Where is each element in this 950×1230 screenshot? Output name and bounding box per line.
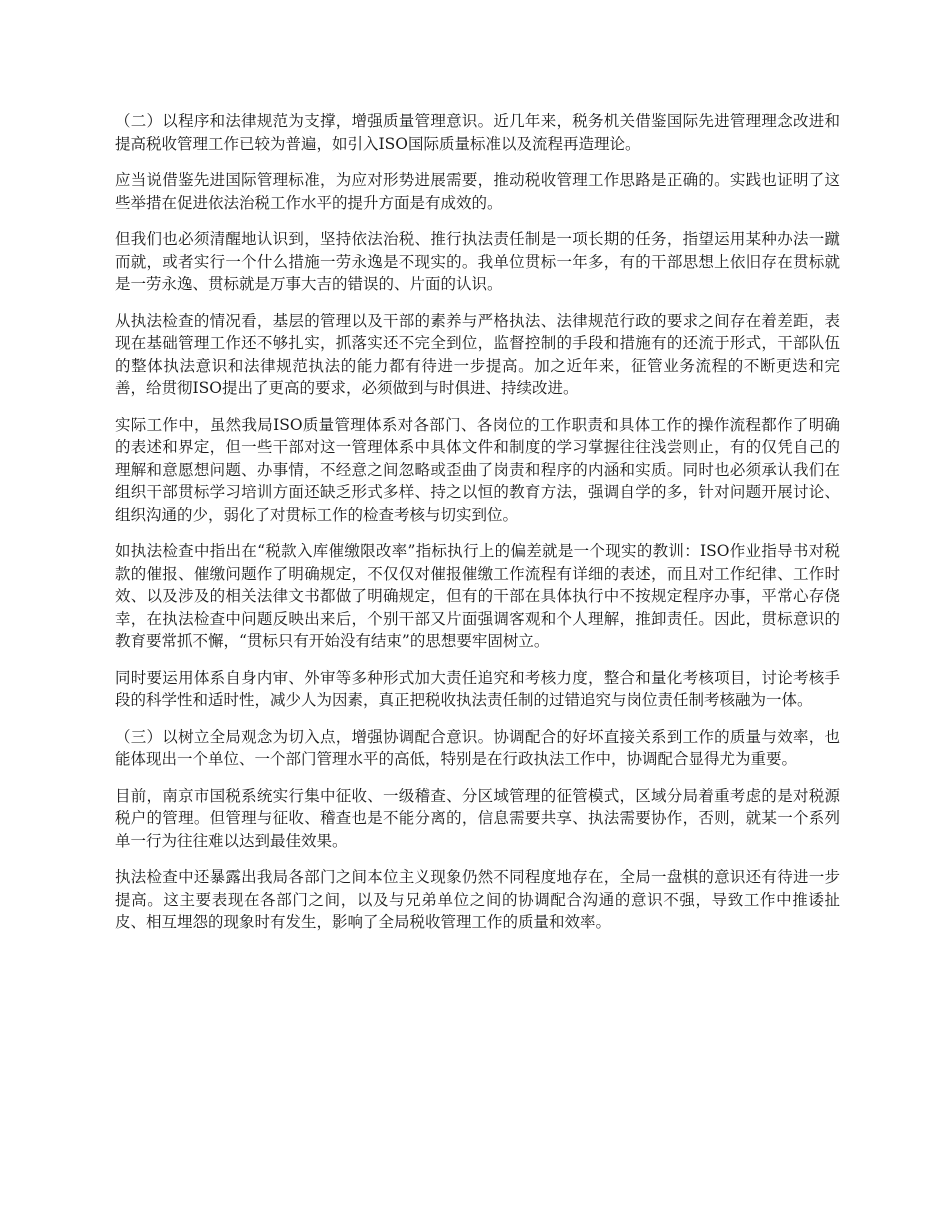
paragraph-1: （二）以程序和法律规范为支撑，增强质量管理意识。近几年来，税务机关借鉴国际先进管理理念改进和提高税收管理工作已较为普遍，如引入ISO国际质量标准以及流程再造理论。 — [115, 112, 840, 153]
paragraph-4: 从执法检查的情况看，基层的管理以及干部的素养与严格执法、法律规范行政的要求之间存在着差距，表现在基础管理工作还不够扎实，抓落实还不完全到位，监督控制的手段和措施有的还流于形式，干部队伍的整体执法意识和法律规范执法的能力都有待进一步提高。加之近年来，征管业务流程的不断更迭和完善，给贯彻ISO提出了更高的要求，必须做到与时俱进、持续改进。 — [115, 311, 840, 397]
paragraph-8: （三）以树立全局观念为切入点，增强协调配合意识。协调配合的好坏直接关系到工作的质量与效率，也能体现出一个单位、一个部门管理水平的高低，特别是在行政执法工作中，协调配合显得尤为重要。 — [115, 727, 840, 768]
paragraph-3: 但我们也必须清醒地认识到，坚持依法治税、推行执法责任制是一项长期的任务，指望运用某种办法一蹴而就，或者实行一个什么措施一劳永逸是不现实的。我单位贯标一年多，有的干部思想上依旧存在贯标就是一劳永逸、贯标就是万事大吉的错误的、片面的认识。 — [115, 230, 840, 293]
paragraph-2: 应当说借鉴先进国际管理标准，为应对形势进展需要，推动税收管理工作思路是正确的。实践也证明了这些举措在促进依法治税工作水平的提升方面是有成效的。 — [115, 171, 840, 212]
document-body — [115, 110, 840, 948]
paragraph-6: 如执法检查中指出在“税款入库催缴限改率”指标执行上的偏差就是一个现实的教训：ISO作业指导书对税款的催报、催缴问题作了明确规定，不仅仅对催报催缴工作流程有详细的表述，而且对工作纪律、工作时效、以及涉及的相关法律文书都做了明确规定，但有的干部在具体执行中不按规定程序办事，平常心存侥幸，在执法检查中问题反映出来后，个别干部又片面强调客观和个人理解，推卸责任。因此，贯标意识的教育要常抓不懈，“贯标只有开始没有结束”的思想要牢固树立。 — [115, 542, 840, 650]
paragraph-9: 目前，南京市国税系统实行集中征收、一级稽查、分区域管理的征管模式，区域分局着重考虑的是对税源税户的管理。但管理与征收、稽查也是不能分离的，信息需要共享、执法需要协作，否则，就某一个系列单一行为往往难以达到最佳效果。 — [115, 786, 840, 850]
paragraph-5: 实际工作中，虽然我局ISO质量管理体系对各部门、各岗位的工作职责和具体工作的操作流程都作了明确的表述和界定，但一些干部对这一管理体系中具体文件和制度的学习掌握往往浅尝则止，有的仅凭自己的理解和意愿想问题、办事情，不经意之间忽略或歪曲了岗责和程序的内涵和实质。同时也必须承认我们在组织干部贯标学习培训方面还缺乏形式多样、持之以恒的教育方法，强调自学的多，针对问题开展讨论、组织沟通的少，弱化了对贯标工作的检查考核与切实到位。 — [115, 415, 840, 524]
paragraph-7: 同时要运用体系自身内审、外审等多种形式加大责任追究和考核力度，整合和量化考核项目，讨论考核手段的科学性和适时性，减少人为因素，真正把税收执法责任制的过错追究与岗位责任制考核融为一体。 — [115, 668, 840, 709]
paragraph-10: 执法检查中还暴露出我局各部门之间本位主义现象仍然不同程度地存在，全局一盘棋的意识还有待进一步提高。这主要表现在各部门之间，以及与兄弟单位之间的协调配合沟通的意识不强，导致工作中推诿扯皮、相互埋怨的现象时有发生，影响了全局税收管理工作的质量和效率。 — [115, 868, 840, 931]
